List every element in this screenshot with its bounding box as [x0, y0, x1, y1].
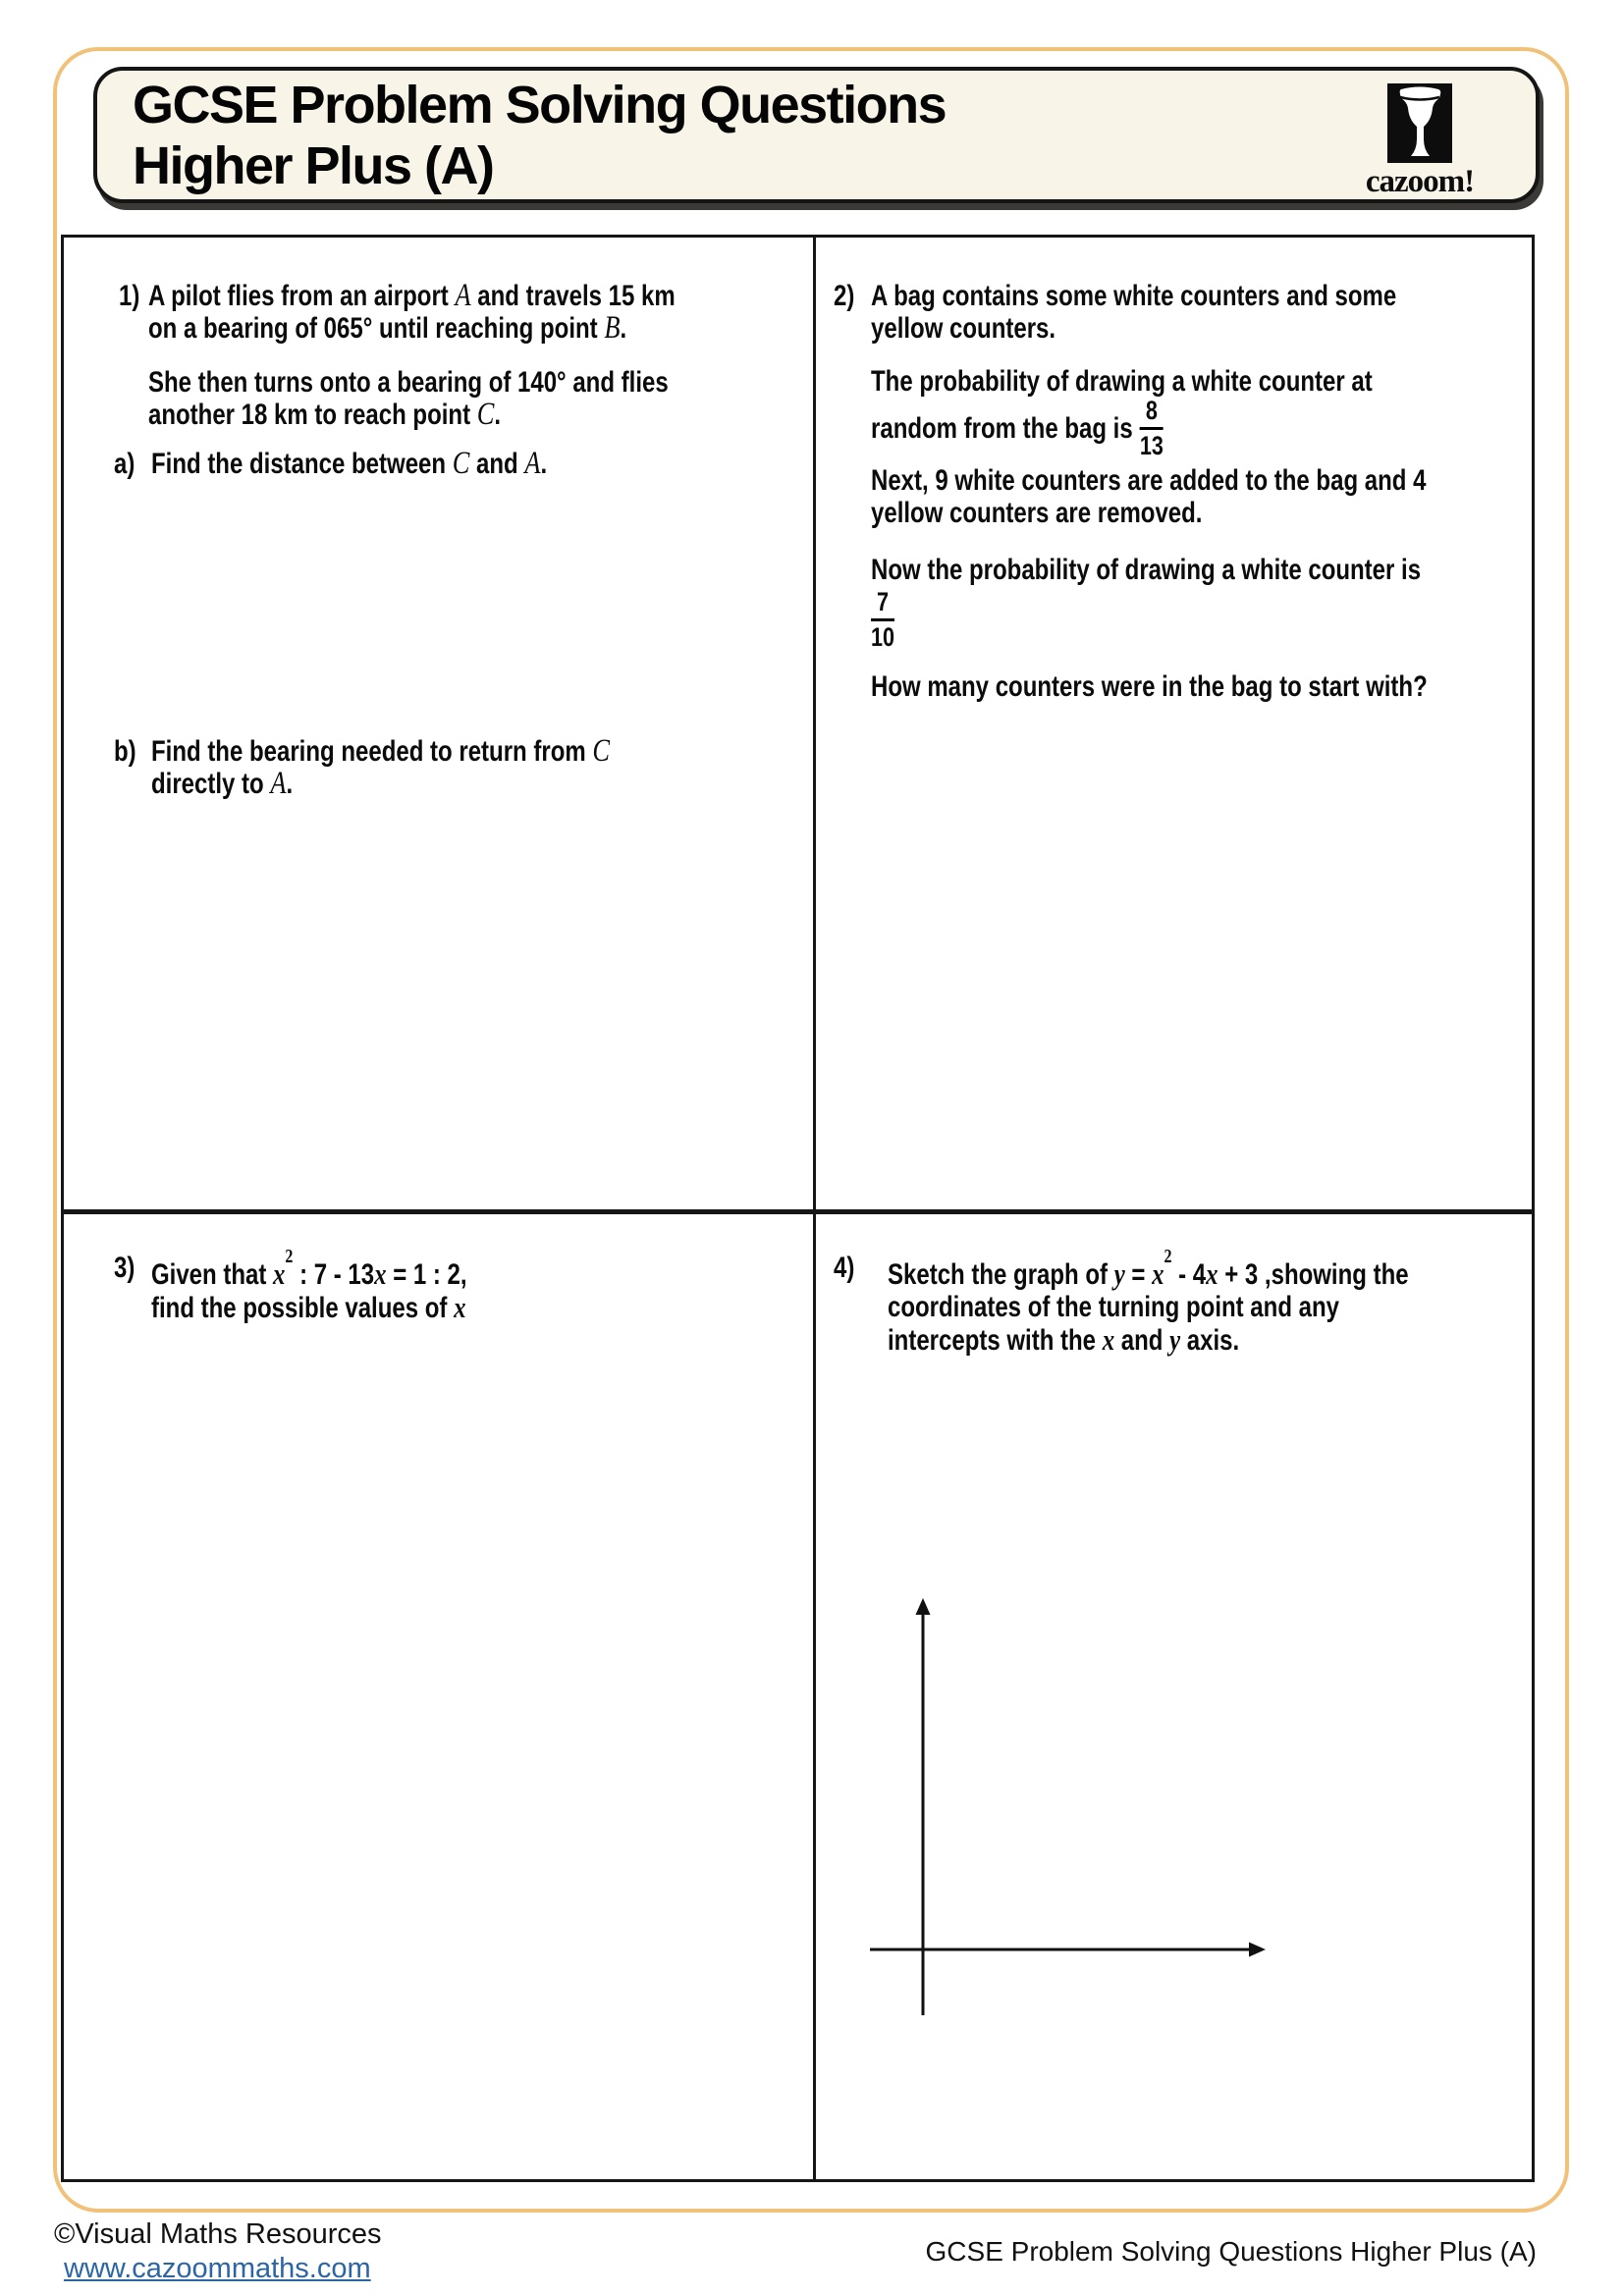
q1-part-a: Find the distance between C and A. — [151, 446, 548, 481]
x-axis-arrow — [1249, 1943, 1266, 1957]
title-line-2: Higher Plus (A) — [133, 136, 494, 195]
title-line-1: GCSE Problem Solving Questions — [133, 76, 947, 134]
q1-paragraph-2: She then turns onto a bearing of 140° and flies another 18 km to reach point C. — [148, 366, 669, 432]
page-title — [133, 75, 946, 196]
drum-icon — [1387, 83, 1452, 163]
grid-horizontal-divider — [64, 1209, 1532, 1214]
var-x: x — [454, 1290, 466, 1324]
var-A: A — [524, 446, 541, 481]
q1-part-a-marker: a) — [114, 448, 135, 480]
logo-wordmark: cazoom! — [1365, 164, 1475, 199]
var-x: x — [1152, 1256, 1164, 1291]
q2-paragraph-4: Now the probability of drawing a white counter is — [871, 554, 1422, 586]
q4-number: 4) — [834, 1252, 855, 1284]
q1-paragraph-1: A pilot flies from an airport A and travels 15 km on a bearing of 065° until reaching point B. — [148, 278, 676, 346]
q2-fraction-7-10: $\frac{7}{10}$ — [871, 587, 895, 652]
q2-paragraph-1: A bag contains some white counters and some yellow counters. — [871, 280, 1397, 345]
q2-number: 2) — [834, 280, 855, 312]
cazoom-logo — [1331, 83, 1508, 200]
header — [93, 67, 1540, 203]
var-x: x — [273, 1256, 286, 1291]
grid-vertical-divider — [813, 238, 816, 2179]
q2-paragraph-2: The probability of drawing a white counter at random from the bag is $\frac{8}{13}$ — [871, 365, 1373, 460]
var-B: B — [604, 310, 621, 346]
q4-axes — [859, 1592, 1281, 2024]
questions-grid — [61, 235, 1535, 2182]
var-x: x — [374, 1256, 387, 1291]
q1-part-b-marker: b) — [114, 735, 136, 768]
q1-part-b: Find the bearing needed to return from C directly to A. — [151, 733, 610, 801]
var-C: C — [592, 733, 610, 769]
var-A: A — [455, 278, 471, 313]
superscript-2: 2 — [1164, 1246, 1172, 1267]
q3-text: Given that $x^2$ : 7 - 13x = 1 : 2, find the possible values of x — [151, 1246, 467, 1324]
y-axis-arrow — [916, 1598, 931, 1615]
fraction-8-13: $\frac{8}{13}$ — [1139, 396, 1164, 460]
footer-worksheet-title: GCSE Problem Solving Questions Higher Plus (A) — [925, 2236, 1537, 2267]
q2-question-line: How many counters were in the bag to start with? — [871, 670, 1428, 703]
var-A: A — [270, 766, 287, 801]
copyright-text: ©Visual Maths Resources — [54, 2218, 382, 2250]
website-link[interactable]: www.cazoommaths.com — [64, 2253, 371, 2284]
var-y: y — [1169, 1322, 1181, 1357]
q3-number: 3) — [114, 1252, 135, 1284]
var-y: y — [1113, 1256, 1125, 1291]
var-x: x — [1206, 1256, 1218, 1291]
q1-number: 1) — [119, 280, 140, 312]
superscript-2: 2 — [285, 1246, 294, 1267]
q4-text: Sketch the graph of $y = x^2 - 4x + 3$ ,showing the coordinates of the turning point and any intercepts with the x and y axis. — [888, 1246, 1409, 1357]
var-x: x — [1102, 1322, 1115, 1357]
q2-paragraph-3: Next, 9 white counters are added to the bag and 4 yellow counters are removed. — [871, 464, 1427, 529]
var-C: C — [452, 446, 470, 481]
var-C: C — [476, 397, 495, 432]
